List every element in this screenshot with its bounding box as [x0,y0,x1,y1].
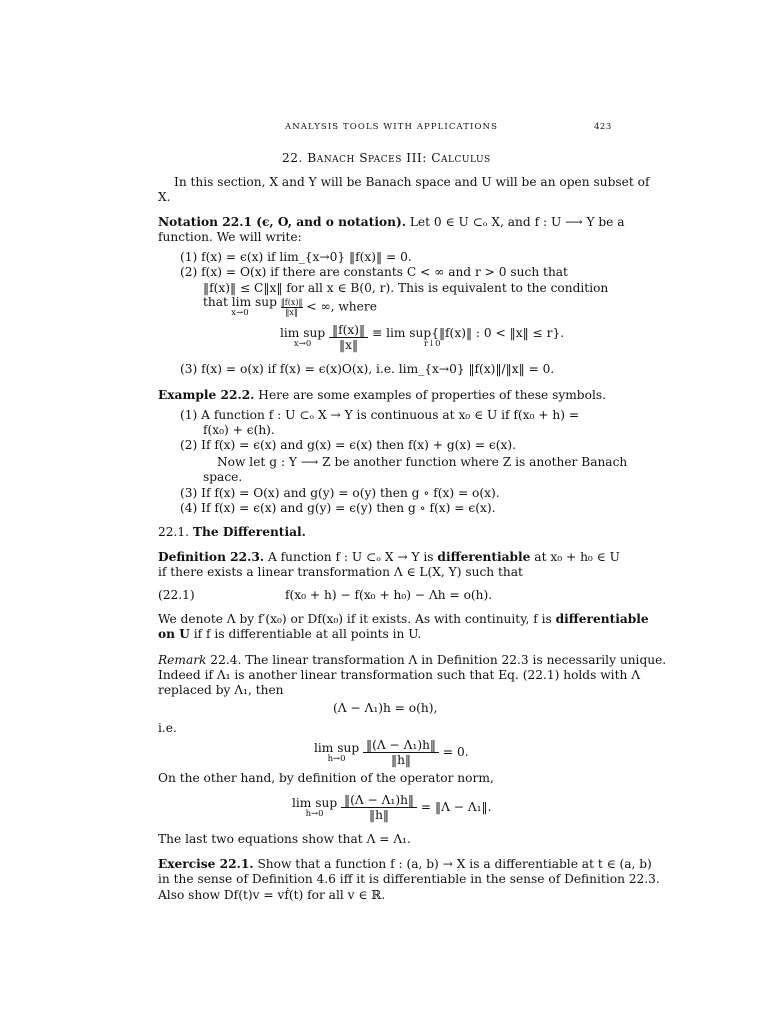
eq3-fraction: $\frac{\text{‖(Λ − Λ₁)h‖}}{‖h‖}$ [341,793,417,822]
notation-text: Let 0 ∈ U ⊂ₒ X, and f : U ⟶ Y be a [405,215,625,229]
notation-item-1: (1) f(x) = ϵ(x) if lim_{x→0} ‖f(x)‖ = 0. [180,250,412,264]
example-item-2d: space. [203,470,243,484]
example-item-3: (3) If f(x) = O(x) and g(y) = o(y) then g ∘ f(x) = o(x). [180,486,500,500]
definition-label: Definition 22.3. [158,550,265,564]
definition-line-1: Definition 22.3. A function f : U ⊂ₒ X → Y is differentiable at x₀ + h₀ ∈ U [158,550,620,564]
example-heading-line: Example 22.2. Here are some examples of properties of these symbols. [158,388,606,402]
intro-line-2: X. [158,190,171,204]
definition-line-3: We denote Λ by f′(x₀) or Df(x₀) if it exists. As with continuity, f is differentiable [158,612,649,626]
example-item-2: (2) If f(x) = ϵ(x) and g(x) = ϵ(x) then f(x) + g(x) = ϵ(x). [180,438,517,452]
notation-item-2c: that lim sup x→0 $\frac{‖f(x)‖}{‖x‖}$ < ∞, where [203,295,377,318]
remark-line-1: Remark 22.4. The linear transformation Λ in Definition 22.3 is necessarily unique. [158,653,667,667]
page-number: 423 [594,122,612,132]
exercise-label: Exercise 22.1. [158,857,254,871]
definition-line-2: if there exists a linear transformation Λ ∈ L(X, Y) such that [158,565,523,579]
example-label: Example 22.2. [158,388,255,402]
remark-ie: i.e. [158,721,177,735]
section-title: 22. Banach Spaces III: Calculus [282,151,491,165]
notation-item-3: (3) f(x) = o(x) if f(x) = ϵ(x)O(x), i.e. lim_{x→0} ‖f(x)‖/‖x‖ = 0. [180,362,555,376]
exercise-line-1: Exercise 22.1. Show that a function f : (a, b) → X is a differentiable at t ∈ (a, b) [158,857,652,871]
equation-22-1: f(x₀ + h) − f(x₀ + h₀) − Λh = o(h). [285,588,493,602]
notation-heading-line [158,215,625,230]
example-item-1a: (1) A function f : U ⊂ₒ X → Y is continuous at x₀ ∈ U if f(x₀ + h) = [180,408,580,422]
notation-label: Notation 22.1 [158,215,252,229]
notation-display-equation: lim sup x→0 $\frac{‖f(x)‖}{‖x‖}$ ≡ lim sup{‖f(x)‖ : 0 < ‖x‖ ≤ r}. r↓0 [280,323,565,352]
definition-line-4: on U if f is differentiable at all points in U. [158,627,422,641]
display-fraction: $\frac{‖f(x)‖}{‖x‖}$ [329,323,368,352]
remark-equation-3: lim sup h→0 $\frac{\text{‖(Λ − Λ₁)h‖}}{‖h‖}$ = ‖Λ − Λ₁‖. [292,793,492,822]
running-header: ANALYSIS TOOLS WITH APPLICATIONS [285,122,498,132]
remark-equation-1: (Λ − Λ₁)h = o(h), [333,701,438,715]
remark-label: Remark [158,653,207,667]
notation-item-2b: ‖f(x)‖ ≤ C‖x‖ for all x ∈ B(0, r). This is equivalent to the condition [203,281,609,295]
example-item-2c: Now let g : Y ⟶ Z be another function where Z is another Banach [217,455,628,469]
inline-fraction: $\frac{‖f(x)‖}{‖x‖}$ [280,297,303,317]
equation-label-22-1: (22.1) [158,588,195,602]
example-item-1b: f(x₀) + ϵ(h). [203,423,275,437]
notation-item-2a: (2) f(x) = O(x) if there are constants C < ∞ and r > 0 such that [180,265,568,279]
notation-line-2: function. We will write: [158,230,302,244]
example-item-4: (4) If f(x) = ϵ(x) and g(y) = ϵ(y) then g ∘ f(x) = ϵ(x). [180,501,496,515]
remark-line-3: replaced by Λ₁, then [158,683,284,697]
subsection-heading: 22.1. The Differential. [158,525,306,539]
remark-equation-2: lim sup h→0 $\frac{\text{‖(Λ − Λ₁)h‖}}{‖h‖}$ = 0. [314,738,469,767]
exercise-line-3: Also show Df(t)v = vḟ(t) for all v ∈ ℝ. [158,888,386,902]
inline-limsup: that lim sup x→0 [203,295,277,318]
exercise-line-2: in the sense of Definition 4.6 iff it is differentiable in the sense of Definition 22.3. [158,872,660,886]
remark-line-5: The last two equations show that Λ = Λ₁. [158,832,411,846]
remark-line-2: Indeed if Λ₁ is another linear transformation such that Eq. (22.1) holds with Λ [158,668,640,682]
eq2-fraction: $\frac{\text{‖(Λ − Λ₁)h‖}}{‖h‖}$ [363,738,439,767]
intro-line-1: In this section, X and Y will be Banach space and U will be an open subset of [174,175,650,189]
remark-line-4: On the other hand, by definition of the operator norm, [158,771,494,785]
notation-subtitle: (ϵ, O, and o notation). [251,215,406,229]
